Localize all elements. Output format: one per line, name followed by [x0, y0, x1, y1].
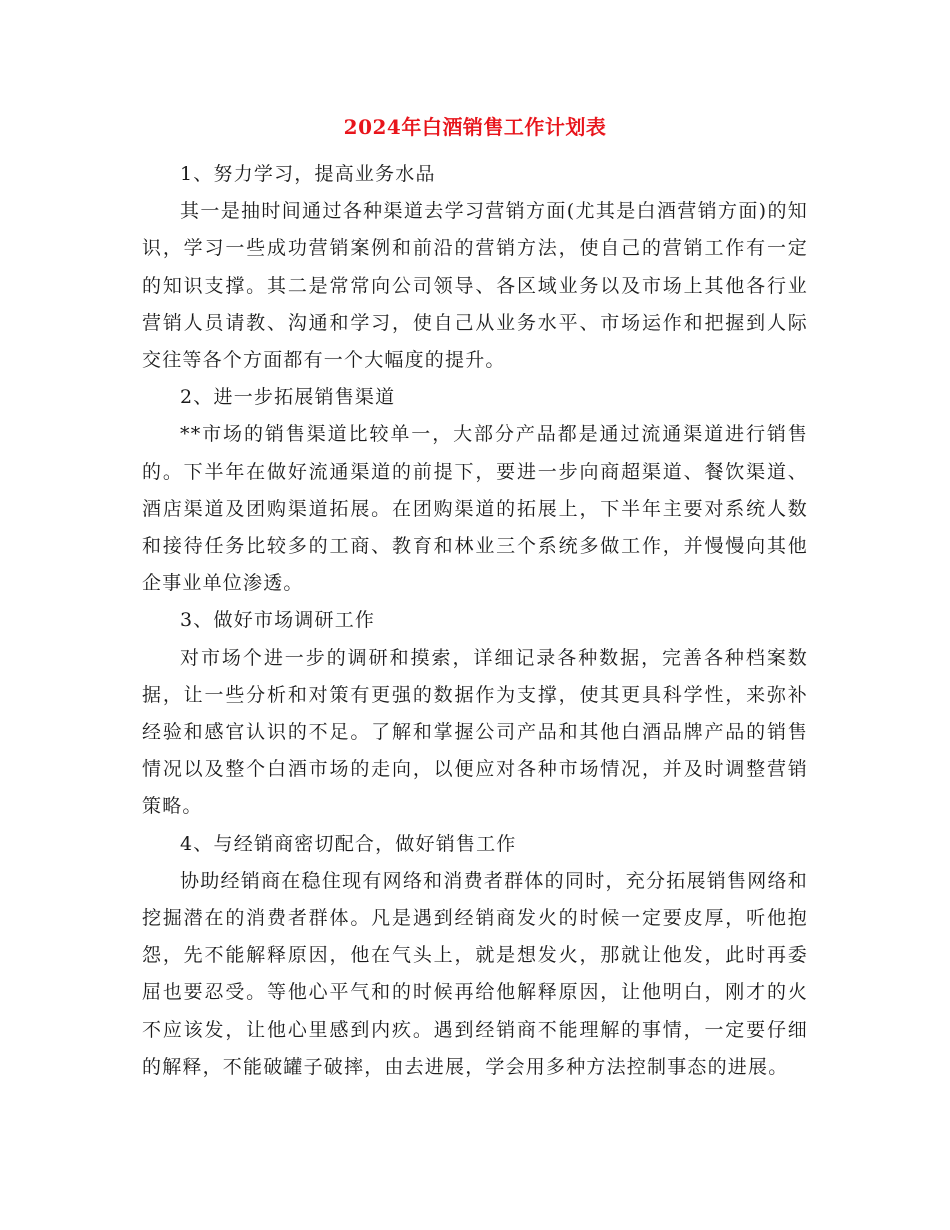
section-heading-3: 3、做好市场调研工作 — [180, 609, 376, 632]
section-paragraph-3: 对市场个进一步的调研和摸索，详细记录各种数据，完善各种档案数据，让一些分析和对策有更强的数据作为支撑，使其更具科学性，来弥补经验和感官认识的不足。了解和掌握公司产品和其他白酒品牌产品的销售情况以及整个白酒市场的走向，以便应对各种市场情况，并及时调整营销策略。 — [142, 646, 808, 818]
document-title: 2024年白酒销售工作计划表 — [343, 115, 607, 139]
section-heading-1: 1、努力学习，提高业务水品 — [180, 163, 436, 185]
document-body — [142, 156, 808, 1086]
section-heading-2: 2、进一步拓展销售渠道 — [180, 386, 396, 409]
section-paragraph-4: 协助经销商在稳住现有网络和消费者群体的同时，充分拓展销售网络和挖掘潜在的消费者群体。凡是遇到经销商发火的时候一定要皮厚，听他抱怨，先不能解释原因，他在气头上，就是想发火，那就让他发，此时再委屈也要忍受。等他心平气和的时候再给他解释原因，让他明白，刚才的火不应该发，让他心里感到内疚。遇到经销商不能理解的事情，一定要仔细的解释，不能破罐子破摔，由去进展，学会用多种方法控制事态的进展。 — [142, 869, 808, 1078]
section-heading-4: 4、与经销商密切配合，做好销售工作 — [180, 832, 517, 855]
section-paragraph-1: 其一是抽时间通过各种渠道去学习营销方面(尤其是白酒营销方面)的知识，学习一些成功营销案例和前沿的营销方法，使自己的营销工作有一定的知识支撑。其二是常常向公司领导、各区域业务以及市场上其他各行业营销人员请教、沟通和学习，使自己从业务水平、市场运作和把握到人际交往等各个方面都有一个大幅度的提升。 — [142, 200, 808, 372]
section-paragraph-2: **市场的销售渠道比较单一，大部分产品都是通过流通渠道进行销售的。下半年在做好流通渠道的前提下，要进一步向商超渠道、餐饮渠道、酒店渠道及团购渠道拓展。在团购渠道的拓展上，下半年主要对系统人数和接待任务比较多的工商、教育和林业三个系统多做工作，并慢慢向其他企事业单位渗透。 — [142, 423, 808, 595]
